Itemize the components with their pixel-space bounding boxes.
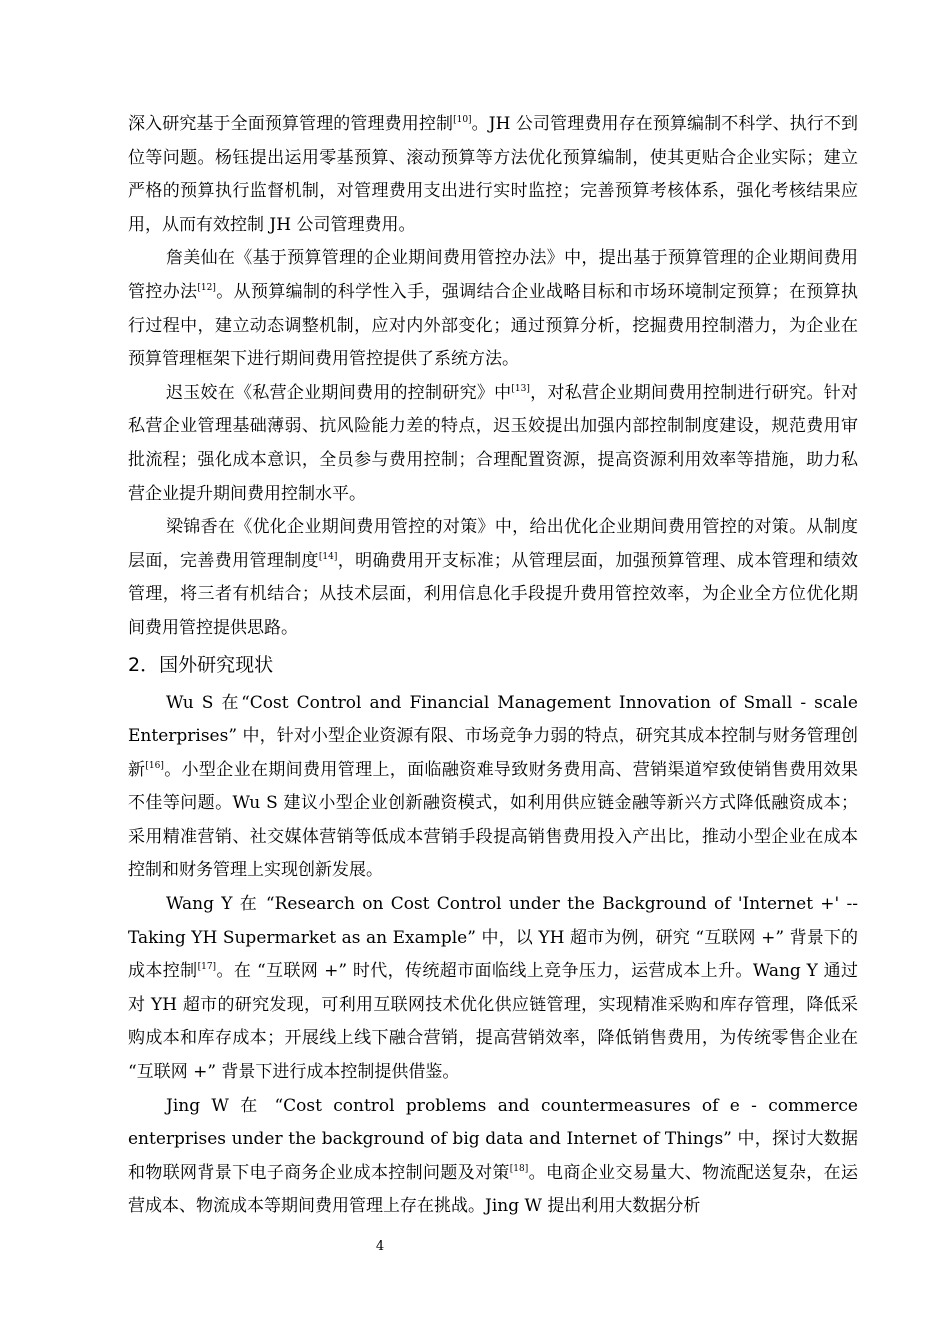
page-number: 4: [375, 1239, 385, 1254]
paragraph-chi-yujiao: 迟玉姣在《私营企业期间费用的控制研究》中[13]，对私营企业期间费用控制进行研究。针对私营企业管理基础薄弱、抗风险能力差的特点，迟玉姣提出加强内部控制制度建设，规范费用审批流程；强化成本意识，全员参与费用控制；合理配置资源，提高资源利用效率等措施，助力私营企业提升期间费用控制水平。: [128, 382, 859, 504]
citation-ref: [17]: [197, 962, 217, 973]
citation-ref: [18]: [509, 1163, 529, 1174]
paragraph-jing-w: Jing W 在 “Cost control problems and countermeasures of e - commerce enterprises under the background of big data and Internet of Things” 中，探讨大数据和物联网背景下电子商务企业成本控制问题及对策[18]。电商企业交易量大、物流配送复杂，在运营成本、物流成本等期间费用管理上存在挑战。Jing W 提出利用大数据分析: [128, 1095, 859, 1217]
paragraph-wu-s: Wu S 在“Cost Control and Financial Management Innovation of Small - scale Enterprises” 中，针对小型企业资源有限、市场竞争力弱的特点，研究其成本控制与财务管理创新[16]。小型企业在期间费用管理上，面临融资难导致财务费用高、营销渠道窄致使销售费用效果不佳等问题。Wu S 建议小型企业创新融资模式，如利用供应链金融等新兴方式降低融资成本；采用精准营销、社交媒体营销等低成本营销手段提高销售费用投入产出比，推动小型企业在成本控制和财务管理上实现创新发展。: [128, 692, 859, 881]
citation-ref: [14]: [318, 551, 338, 562]
paragraph-wang-y: Wang Y 在 “Research on Cost Control under the Background of 'Internet +' -- Taking YH Supermarket as an Example” 中，以 YH 超市为例，研究 “互联网 +” 背景下的成本控制[17]。在 “互联网 +” 时代，传统超市面临线上竞争压力，运营成本上升。Wang Y 通过对 YH 超市的研究发现，可利用互联网技术优化供应链管理，实现精准采购和库存管理，降低采购成本和库存成本；开展线上线下融合营销，提高营销效率，降低销售费用，为传统零售企业在 “互联网 +” 背景下进行成本控制提供借鉴。: [128, 894, 858, 1083]
citation-ref: [16]: [145, 760, 164, 771]
document-page: [128, 108, 858, 1224]
citation-ref: [12]: [197, 282, 216, 293]
paragraph-continuation: 深入研究基于全面预算管理的管理费用控制[10]。JH 公司管理费用存在预算编制不科学、执行不到位等问题。杨钰提出运用零基预算、滚动预算等方法优化预算编制，使其更贴合企业实际；建立严格的预算执行监督机制，对管理费用支出进行实时监控；完善预算考核体系，强化考核结果应用，从而有效控制 JH 公司管理费用。: [128, 114, 859, 235]
paragraph-liang-jinxiang: 梁锦香在《优化企业期间费用管控的对策》中，给出优化企业期间费用管控的对策。从制度层面，完善费用管理制度[14]，明确费用开支标准；从管理层面，加强预算管理、成本管理和绩效管理，将三者有机结合；从技术层面，利用信息化手段提升费用管控效率，为企业全方位优化期间费用管控提供思路。: [128, 517, 859, 638]
citation-ref: [13]: [511, 383, 530, 394]
citation-ref: [10]: [453, 115, 472, 125]
section-heading: 2．国外研究现状: [128, 653, 274, 676]
paragraph-zhan-meixian: 詹美仙在《基于预算管理的企业期间费用管控办法》中，提出基于预算管理的企业期间费用管控办法[12]。从预算编制的科学性入手，强调结合企业战略目标和市场环境制定预算；在预算执行过程中，建立动态调整机制，应对内外部变化；通过预算分析，挖掘费用控制潜力，为企业在预算管理框架下进行期间费用管控提供了系统方法。: [128, 248, 859, 370]
